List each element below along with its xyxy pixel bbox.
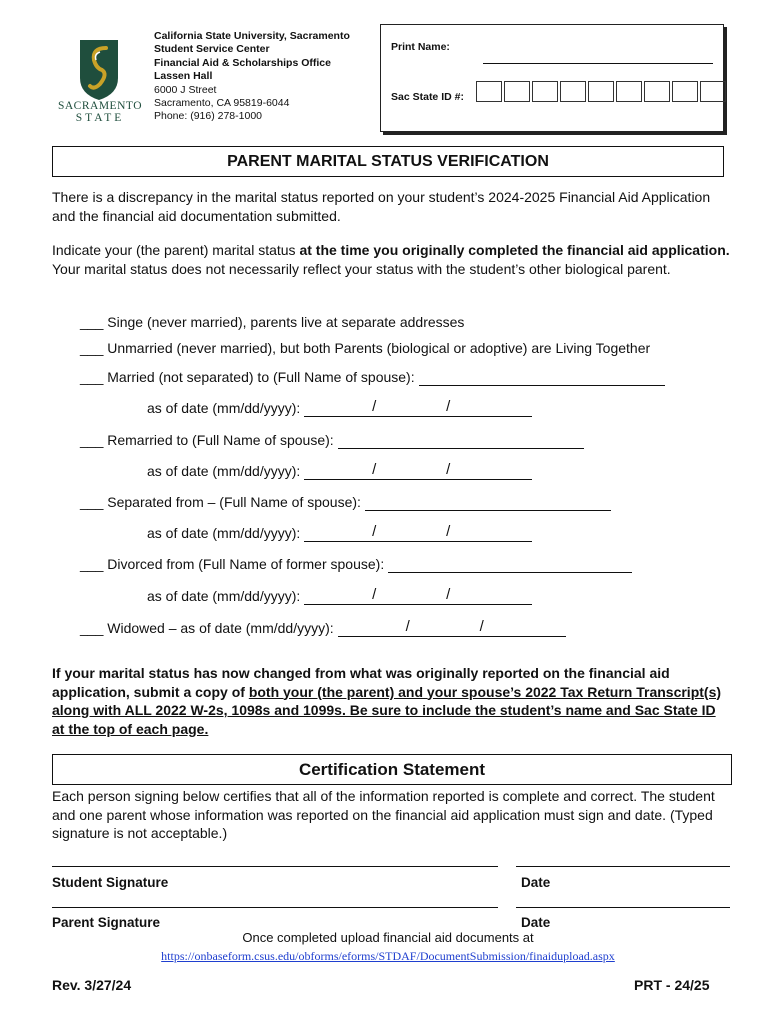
option-unmarried[interactable] bbox=[80, 339, 650, 357]
intro-paragraph: There is a discrepancy in the marital status reported on your student’s 2024-2025 Financial Aid Application and the financial aid documentation submitted. bbox=[52, 189, 711, 224]
address-line: 6000 J Street bbox=[154, 83, 217, 96]
option-label: Singe (never married), parents live at separate addresses bbox=[107, 314, 465, 330]
option-checkbox-blank[interactable]: ___ bbox=[80, 620, 104, 636]
option-label: Divorced from (Full Name of former spouse): bbox=[107, 556, 385, 572]
option-checkbox-blank[interactable]: ___ bbox=[80, 314, 104, 330]
id-digit-box[interactable] bbox=[476, 81, 502, 102]
sac-state-id-label: Sac State ID #: bbox=[391, 91, 464, 103]
address-line: Phone: (916) 278-1000 bbox=[154, 110, 262, 123]
id-digit-box[interactable] bbox=[560, 81, 586, 102]
student-id-box bbox=[380, 24, 724, 132]
option-label: Separated from – (Full Name of spouse): bbox=[107, 494, 361, 510]
date-slash: / bbox=[372, 523, 377, 540]
sac-state-id-field[interactable] bbox=[476, 81, 728, 102]
date-slash: / bbox=[372, 586, 377, 603]
status-change-instructions bbox=[52, 664, 728, 738]
parent-date-field[interactable] bbox=[516, 907, 730, 908]
separated-date-row bbox=[147, 524, 532, 542]
option-separated[interactable] bbox=[80, 493, 611, 511]
married-date-row bbox=[147, 399, 532, 417]
date-slash: / bbox=[446, 586, 451, 603]
option-label: Unmarried (never married), but both Parents (biological or adoptive) are Living Together bbox=[107, 340, 651, 356]
parent-signature-field[interactable] bbox=[52, 907, 498, 908]
date-slash: / bbox=[479, 618, 484, 635]
id-digit-box[interactable] bbox=[588, 81, 614, 102]
option-single[interactable] bbox=[80, 313, 464, 331]
certification-title: Certification Statement bbox=[52, 754, 732, 785]
upload-instructions: Once completed upload financial aid documents at bbox=[242, 930, 534, 945]
status-change-underlined: both your (the parent) and your spouse’s 2022 Tax Return Transcript(s) along with ALL 2022 W-2s, 1098s and 1099s. Be sure to include the student’s name and Sac State ID at the top of each page. bbox=[52, 683, 722, 737]
date-field[interactable] bbox=[304, 398, 532, 417]
date-slash: / bbox=[405, 618, 410, 635]
date-field[interactable] bbox=[304, 586, 532, 605]
address-line: California State University, Sacramento bbox=[154, 30, 350, 42]
id-digit-box[interactable] bbox=[644, 81, 670, 102]
upload-link-wrap bbox=[0, 947, 770, 965]
option-checkbox-blank[interactable]: ___ bbox=[80, 340, 104, 356]
as-of-date-label: as of date (mm/dd/yyyy): bbox=[147, 400, 301, 416]
student-date-field[interactable] bbox=[516, 866, 730, 867]
id-digit-box[interactable] bbox=[532, 81, 558, 102]
student-signature-field[interactable] bbox=[52, 866, 498, 867]
date-field[interactable] bbox=[304, 461, 532, 480]
as-of-date-label: as of date (mm/dd/yyyy): bbox=[147, 463, 301, 479]
date-slash: / bbox=[446, 461, 451, 478]
option-label: Remarried to (Full Name of spouse): bbox=[107, 432, 334, 448]
print-name-label: Print Name: bbox=[391, 41, 450, 53]
option-married[interactable] bbox=[80, 368, 665, 386]
option-widowed[interactable] bbox=[80, 619, 566, 637]
print-name-field[interactable] bbox=[483, 63, 713, 64]
revision-date: Rev. 3/27/24 bbox=[52, 977, 132, 993]
indicate-bold: at the time you originally completed the financial aid application. bbox=[299, 242, 730, 258]
as-of-date-label: as of date (mm/dd/yyyy): bbox=[147, 525, 301, 541]
id-digit-box[interactable] bbox=[700, 81, 726, 102]
option-label: Widowed – as of date (mm/dd/yyyy): bbox=[107, 620, 334, 636]
upload-link[interactable]: https://onbaseform.csus.edu/obforms/eforms/STDAF/DocumentSubmission/finaidupload.aspx bbox=[161, 949, 615, 963]
option-checkbox-blank[interactable]: ___ bbox=[80, 494, 104, 510]
option-remarried[interactable] bbox=[80, 431, 584, 449]
address-line: Financial Aid & Scholarships Office bbox=[154, 56, 331, 69]
as-of-date-label: as of date (mm/dd/yyyy): bbox=[147, 588, 301, 604]
indicate-text-end: Your marital status does not necessarily reflect your status with the student’s other biological parent. bbox=[52, 260, 671, 277]
page-title: PARENT MARITAL STATUS VERIFICATION bbox=[52, 146, 724, 177]
status-change-text: If your marital status has now changed from what was originally reported on the financial aid application, submit a copy of bbox=[52, 665, 670, 700]
student-date-label: Date bbox=[521, 875, 551, 890]
spouse-name-field[interactable] bbox=[338, 434, 584, 449]
date-slash: / bbox=[446, 398, 451, 415]
office-address bbox=[154, 30, 350, 124]
option-checkbox-blank[interactable]: ___ bbox=[80, 556, 104, 572]
spouse-name-field[interactable] bbox=[365, 496, 611, 511]
spouse-name-field[interactable] bbox=[419, 371, 665, 386]
option-checkbox-blank[interactable]: ___ bbox=[80, 432, 104, 448]
id-digit-box[interactable] bbox=[616, 81, 642, 102]
address-line: Sacramento, CA 95819-6044 bbox=[154, 97, 290, 110]
logo-wordmark bbox=[52, 100, 148, 124]
logo-word-state: STATE bbox=[75, 112, 125, 124]
divorced-date-row bbox=[147, 587, 532, 605]
certification-text: Each person signing below certifies that all of the information reported is complete and correct. The student and one parent whose information was reported on the financial aid application must sign and date. (Typed signature is not acceptable.) bbox=[52, 788, 715, 841]
option-checkbox-blank[interactable]: ___ bbox=[80, 369, 104, 385]
option-label: Married (not separated) to (Full Name of spouse): bbox=[107, 369, 415, 385]
date-field[interactable] bbox=[338, 618, 566, 637]
parent-date-label: Date bbox=[521, 915, 551, 930]
indicate-paragraph bbox=[52, 241, 732, 278]
form-code: PRT - 24/25 bbox=[634, 977, 710, 993]
date-field[interactable] bbox=[304, 523, 532, 542]
indicate-text: Indicate your (the parent) marital status bbox=[52, 242, 300, 258]
date-slash: / bbox=[372, 461, 377, 478]
date-slash: / bbox=[446, 523, 451, 540]
option-divorced[interactable] bbox=[80, 555, 632, 573]
date-slash: / bbox=[372, 398, 377, 415]
logo-word-sacramento: SACRAMENTO bbox=[57, 100, 143, 112]
address-line: Lassen Hall bbox=[154, 70, 213, 83]
address-line: Student Service Center bbox=[154, 43, 270, 56]
id-digit-box[interactable] bbox=[672, 81, 698, 102]
id-digit-box[interactable] bbox=[504, 81, 530, 102]
remarried-date-row bbox=[147, 462, 532, 480]
student-signature-label: Student Signature bbox=[52, 875, 169, 890]
former-spouse-name-field[interactable] bbox=[388, 558, 632, 573]
parent-signature-label: Parent Signature bbox=[52, 915, 161, 930]
